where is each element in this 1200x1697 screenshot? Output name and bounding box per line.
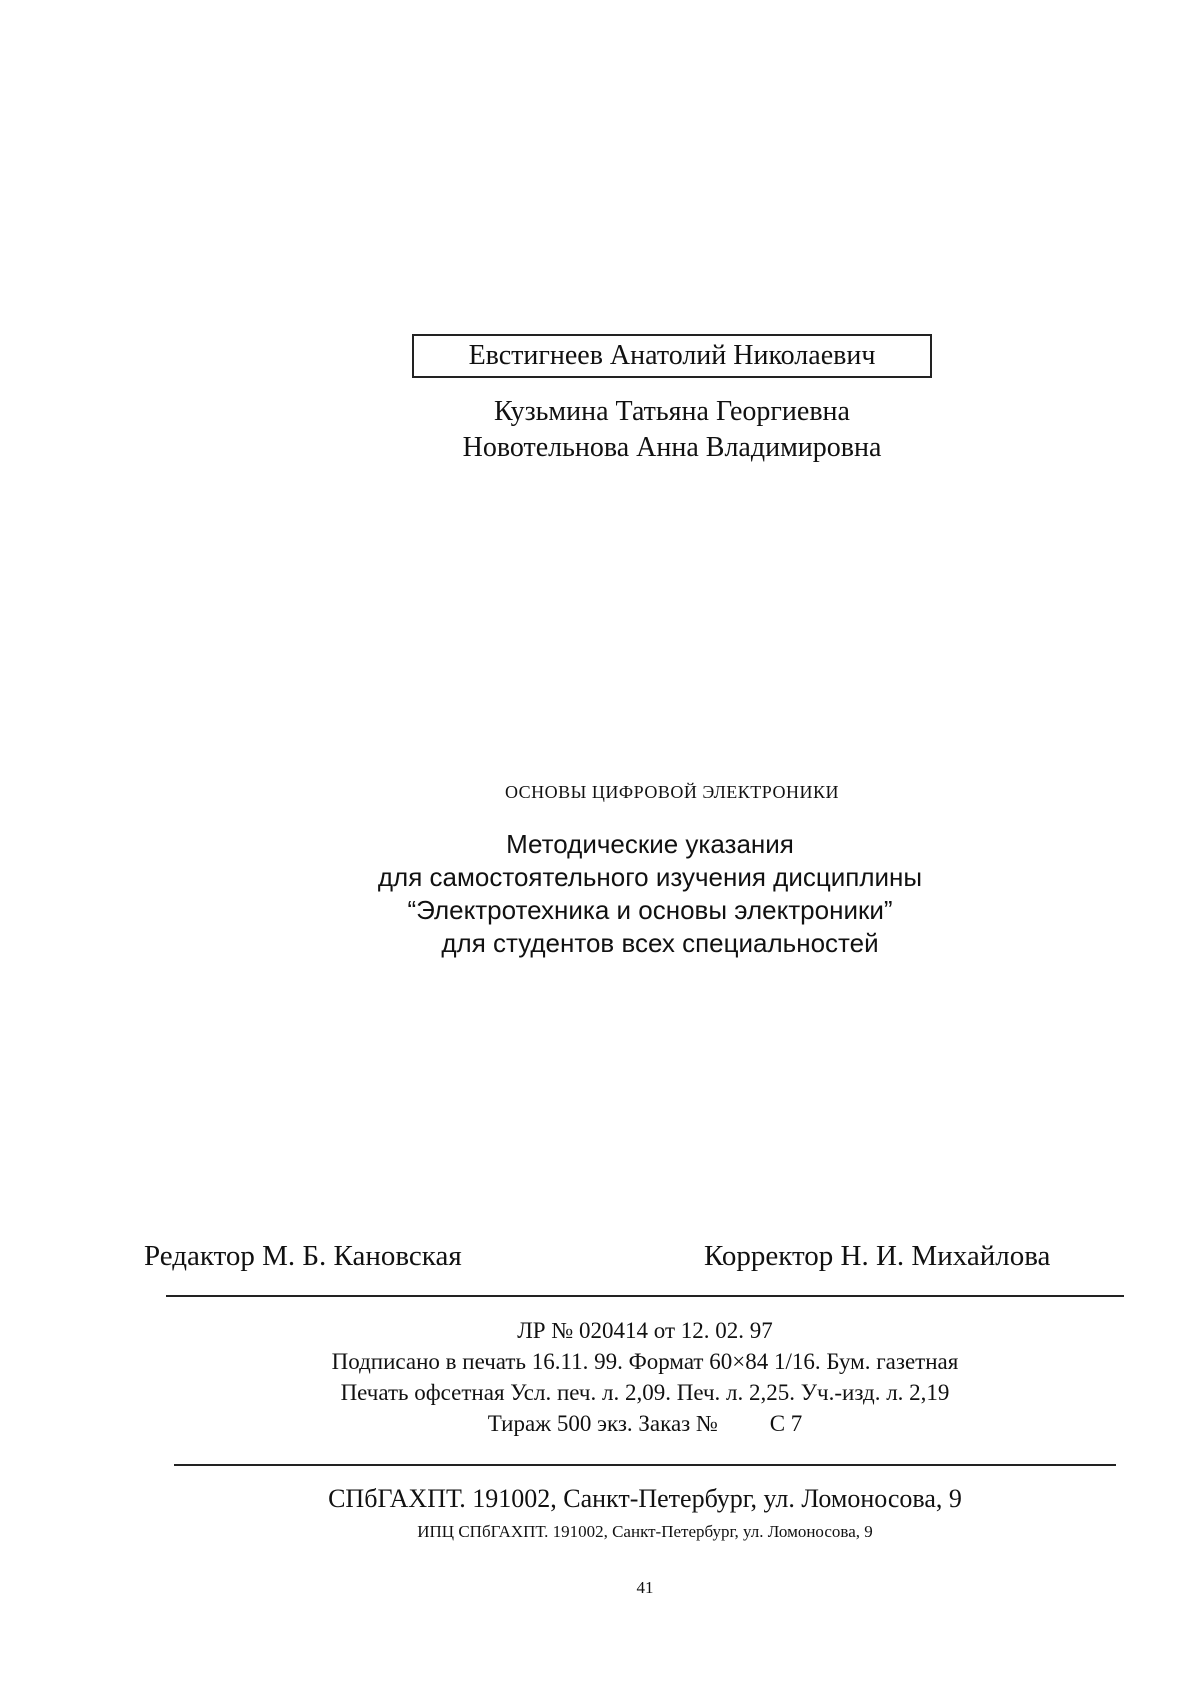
subtitle-line-1: Методические указания	[506, 829, 794, 859]
series-title: ОСНОВЫ ЦИФРОВОЙ ЭЛЕКТРОНИКИ	[504, 782, 840, 802]
subtitle-line-2: для самостоятельного изучения дисциплины	[377, 862, 923, 892]
imprint-line-1: ЛР № 020414 от 12. 02. 97	[517, 1318, 773, 1343]
author-primary: Евстигнеев Анатолий Николаевич	[468, 340, 876, 371]
page-number: 41	[636, 1578, 654, 1597]
proofreader-credit: Корректор Н. И. Михайлова	[704, 1240, 1051, 1272]
author-second: Кузьмина Татьяна Георгиевна	[494, 396, 850, 427]
divider-bottom	[174, 1464, 1116, 1466]
publisher-address: СПбГАХПТ. 191002, Санкт-Петербург, ул. Ломоносова, 9	[328, 1484, 962, 1513]
subtitle-line-3: “Электротехника и основы электроники”	[407, 895, 893, 925]
author-third: Новотельнова Анна Владимировна	[462, 432, 882, 463]
imprint-line-3: Печать офсетная Усл. печ. л. 2,09. Печ. л. 2,25. Уч.-изд. л. 2,19	[340, 1380, 950, 1405]
editor-credit: Редактор М. Б. Кановская	[144, 1240, 462, 1272]
imprint-line-4: Тираж 500 экз. Заказ № С 7	[487, 1411, 803, 1436]
subtitle-line-4: для студентов всех специальностей	[441, 928, 879, 958]
print-center-address: ИПЦ СПбГАХПТ. 191002, Санкт-Петербург, ул. Ломоносова, 9	[417, 1522, 873, 1541]
boxed-author-name	[412, 334, 932, 378]
imprint-line-2: Подписано в печать 16.11. 99. Формат 60×84 1/16. Бум. газетная	[331, 1349, 959, 1374]
divider-top	[166, 1295, 1124, 1297]
